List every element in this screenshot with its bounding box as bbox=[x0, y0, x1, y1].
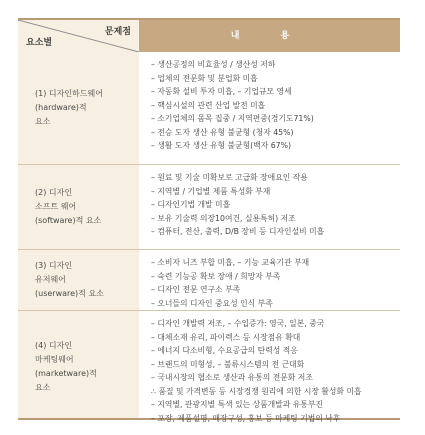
category-line: (1) 디자인하드웨어 bbox=[35, 89, 103, 98]
list-item: – 생산공정의 비효율성 / 생산성 저하 bbox=[151, 60, 276, 69]
table-row bbox=[18, 165, 400, 249]
items-list bbox=[151, 58, 314, 153]
items-cell bbox=[139, 250, 400, 310]
list-item: – 국내시장의 협소로 생산과 유통의 전문화 저조 bbox=[151, 373, 313, 382]
category-line: 요소 bbox=[35, 383, 51, 392]
category-line: 유저웨어 bbox=[35, 275, 66, 284]
problems-table bbox=[18, 18, 400, 423]
list-item: – 디자인 전문 연구소 부족 bbox=[151, 285, 241, 294]
items-cell bbox=[139, 311, 400, 423]
items-list bbox=[151, 171, 324, 239]
list-item: – 에너지 다소비형, 수요공급의 탄력성 적응 bbox=[151, 346, 298, 355]
items-cell bbox=[139, 165, 400, 249]
list-item: – 디자인기법 개발 미흡 bbox=[151, 200, 231, 209]
header-element-label: 요소별 bbox=[26, 38, 53, 48]
list-item: – 지역별 / 기업별 제품 특성화 부재 bbox=[151, 186, 271, 196]
category-line: 요소 bbox=[35, 117, 51, 126]
category-line: (3) 디자인 bbox=[35, 261, 73, 270]
items-list bbox=[151, 256, 309, 310]
items-cell bbox=[139, 52, 400, 164]
category-cell bbox=[18, 52, 139, 164]
list-item: – 브랜드의 미형성, – 불류시스템의 전 근대화 bbox=[151, 359, 305, 369]
list-item: – 소비자 니즈 부합 미흡, – 기능 교육기관 부재 bbox=[151, 258, 310, 267]
list-item: – 소기업체의 몸목 집중 / 지역편중(경기도71%) bbox=[151, 114, 314, 123]
category-line: (userware)적 요소 bbox=[35, 289, 104, 298]
list-item: ∴ 품질 및 가격변동 등 시장경쟁 원리에 의한 시장 활성화 미흡 bbox=[151, 386, 362, 396]
list-item: – 전승 도자 생산 유형 불균형 (청자 45%) bbox=[151, 127, 294, 137]
table-row bbox=[18, 311, 400, 423]
category-cell bbox=[18, 250, 139, 310]
list-item: – 핵심시설의 관련 산업 발전 미흡 bbox=[151, 100, 266, 110]
table-header bbox=[18, 20, 400, 52]
category-line: (4) 디자인 bbox=[35, 341, 73, 350]
list-item: – 오너들의 디자인 중요성 인식 부족 bbox=[151, 298, 273, 308]
header-problem-label: 문제점 bbox=[104, 27, 131, 37]
list-item: – 업체의 전문화 및 분업화 미흡 bbox=[151, 73, 258, 83]
header-content-label: 내 용 bbox=[139, 20, 400, 52]
list-item: – 자동화 설비 투자 미흡, – 기업규모 영세 bbox=[151, 87, 292, 96]
list-item: – 포장, 제품설명, 매장구성, 홍보 등 마케팅 기법의 낙후 bbox=[151, 413, 341, 423]
list-item: – 생활 도자 생산 유형 불균형(백자 67%) bbox=[151, 141, 292, 150]
list-item: – 지역별, 관광지별 특색 있는 상품개발과 유통부진 bbox=[151, 400, 323, 409]
list-item: – 숙련 기능공 확보 장애 / 희망자 부족 bbox=[151, 271, 281, 281]
list-item: – 보유 기술력 의장10여건, 실용특허) 저조 bbox=[151, 213, 296, 223]
list-item: – 대체소재 유리, 파이렉스 등 시장점유 확대 bbox=[151, 332, 301, 342]
header-diagonal-cell bbox=[18, 20, 139, 52]
category-line: (2) 디자인 bbox=[35, 188, 73, 197]
category-line: 소프트 웨어 bbox=[35, 202, 77, 211]
category-cell bbox=[18, 165, 139, 249]
list-item: – 원료 및 기술 미확보로 고급화 장애요인 작용 bbox=[151, 173, 308, 182]
table-row bbox=[18, 52, 400, 164]
items-list bbox=[151, 317, 362, 425]
category-text bbox=[35, 259, 104, 301]
category-text bbox=[35, 339, 97, 395]
list-item: – 컴퓨터, 전산, 출력, D/B 장비 등 디자인설비 미흡 bbox=[151, 227, 325, 236]
category-text bbox=[35, 186, 101, 228]
category-line: (hardware)적 bbox=[35, 103, 87, 112]
category-text bbox=[35, 87, 103, 129]
table-row bbox=[18, 250, 400, 310]
list-item: – 디자인 개발력 저조, – 수입증가: 영국, 일본, 중국 bbox=[151, 319, 325, 328]
category-cell bbox=[18, 311, 139, 418]
category-line: (software)적 요소 bbox=[35, 216, 102, 225]
category-line: 마케팅웨어 bbox=[35, 355, 74, 364]
category-line: (marketware)적 bbox=[35, 369, 97, 378]
